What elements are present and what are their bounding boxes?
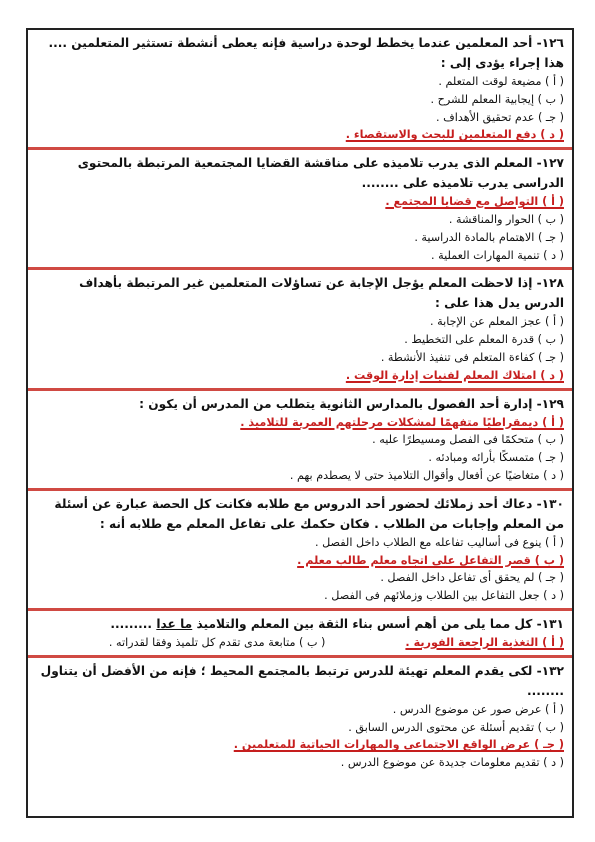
question-text: ١٢٧- المعلم الذى يدرب تلاميذه على مناقشة القضايا المجتمعية المرتبطة بالمحتوى الدراسى يدرب تلاميذه على ........	[77, 156, 564, 191]
question-text-main: ١٣١- كل مما يلى من أهم أسس بناء الثقة بين المعلم والتلاميذ	[192, 616, 564, 631]
question-list	[28, 30, 572, 775]
option-c: ( جـ ) الاهتمام بالمادة الدراسية .	[414, 230, 564, 244]
question-text-except: ما عدا	[156, 616, 193, 631]
option-b: ( ب ) إيجابية المعلم للشرح .	[430, 92, 564, 106]
option-d: ( د ) تنمية المهارات العملية .	[431, 248, 564, 262]
option-b-correct: ( ب ) قصر التفاعل على اتجاه معلم طالب معلم .	[297, 553, 564, 567]
option-c: ( جـ ) متمسكًا بأرائه ومبادئه .	[428, 451, 564, 465]
option-a-correct: ( أ ) ديمقراطيًا متفهمًا لمشكلات مرحلتهم العمرية للتلاميذ .	[240, 415, 564, 429]
option-c: ( جـ ) كفاءة المتعلم فى تنفيذ الأنشطة .	[380, 350, 564, 364]
option-b: ( ب ) تقديم أسئلة عن محتوى الدرس السابق .	[348, 720, 564, 734]
question-129	[28, 391, 572, 491]
option-b: ( ب ) متحكمًا فى الفصل ومسيطرًا عليه .	[372, 433, 564, 447]
option-a: ( أ ) مضيعة لوقت المتعلم .	[438, 75, 564, 88]
question-text: ١٢٨- إذا لاحظت المعلم يؤجل الإجابة عن تساؤلات المتعلمين غير المرتبطة بأهداف الدرس يدل هذا على :	[79, 276, 564, 311]
question-text: ١٢٩- إدارة أحد الفصول بالمدارس الثانوية يتطلب من المدرس أن يكون :	[139, 396, 564, 411]
option-d: ( د ) متغاضيًا عن أفعال وأقوال التلاميذ حتى لا يصطدم بهم .	[289, 468, 564, 482]
question-130	[28, 491, 572, 611]
question-text-tail: .........	[110, 616, 157, 631]
option-d-correct: ( د ) دفع المتعلمين للبحث والاستقصاء .	[345, 128, 564, 142]
option-c: ( جـ ) عدم تحقيق الأهداف .	[436, 110, 564, 124]
question-126	[28, 30, 572, 150]
option-c-correct: ( جـ ) عرض الواقع الاجتماعى والمهارات الحياتية للمتعلمين .	[233, 738, 564, 752]
question-text: ١٢٦- أحد المعلمين عندما يخطط لوحدة دراسية فإنه يعطى أنشطة تستثير المتعلمين .... هذا إجراء يؤدى إلى :	[48, 36, 564, 70]
options-row	[36, 634, 564, 652]
option-b: ( ب ) قدرة المعلم على التخطيط .	[404, 333, 564, 347]
question-132	[28, 658, 572, 775]
question-text: ١٣٢- لكى يقدم المعلم تهيئة للدرس ترتبط بالمجتمع المحيط ؛ فإنه من الأفضل أن يتناول ........	[40, 663, 564, 698]
option-a: ( أ ) عجز المعلم عن الإجابة .	[429, 315, 564, 329]
question-128	[28, 270, 572, 390]
question-text: ١٣٠- دعاك أحد زملائك لحضور أحد الدروس مع طلابه فكانت كل الحصة عبارة عن أسئلة من المعلم وإجابات من الطلاب . فكان حكمك على تفاعل المعلم مع طلابه أنه :	[54, 496, 564, 531]
option-a-correct: ( أ ) التغذية الراجعة الفورية .	[405, 635, 564, 649]
option-d: ( د ) تقديم معلومات جديدة عن موضوع الدرس .	[340, 756, 564, 770]
question-127	[28, 150, 572, 270]
question-text	[36, 614, 564, 634]
option-d: ( د ) جعل التفاعل بين الطلاب وزملائهم فى الفصل .	[324, 589, 564, 603]
option-c: ( جـ ) لم يحقق أى تفاعل داخل الفصل .	[380, 571, 564, 585]
question-131	[28, 611, 572, 658]
option-a: ( أ ) عرض صور عن موضوع الدرس .	[392, 702, 564, 716]
option-b: ( ب ) متابعة مدى تقدم كل تلميذ وفقا لقدراته .	[108, 635, 326, 649]
option-a: ( أ ) ينوع فى أساليب تفاعله مع الطلاب داخل الفصل .	[314, 535, 564, 549]
option-b: ( ب ) الحوار والمناقشة .	[448, 212, 564, 226]
option-a-correct: ( أ ) التواصل مع قضايا المجتمع .	[385, 195, 564, 209]
option-d-correct: ( د ) امتلاك المعلم لفنيات إدارة الوقت .	[345, 368, 564, 382]
